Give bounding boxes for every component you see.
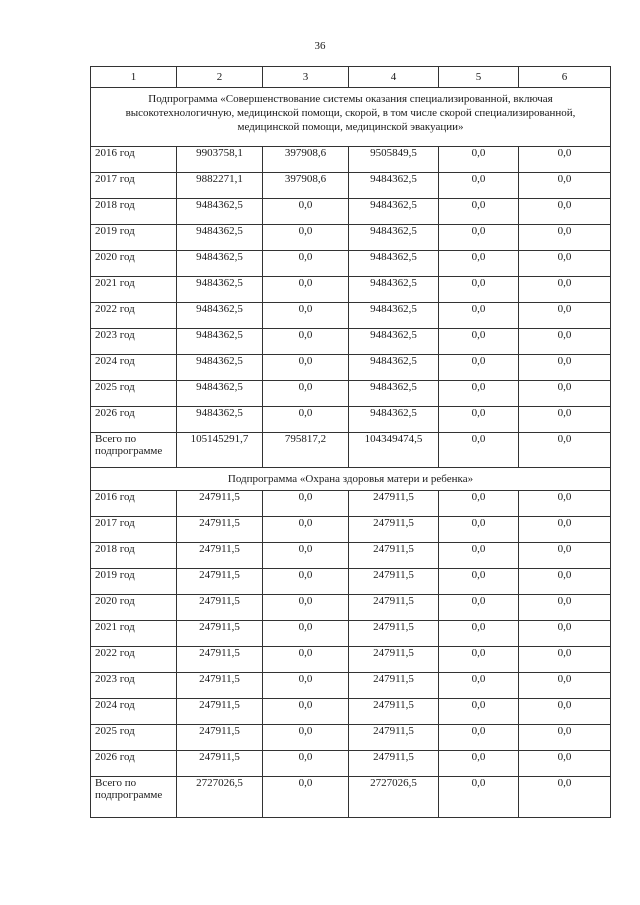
table-cell: 9484362,5	[349, 277, 439, 303]
table-cell: 0,0	[519, 225, 611, 251]
total-cell: 0,0	[439, 777, 519, 818]
table-cell: 0,0	[263, 647, 349, 673]
table-cell: 0,0	[519, 595, 611, 621]
table-row	[91, 751, 611, 777]
total-cell: 795817,2	[263, 433, 349, 468]
table-row	[91, 329, 611, 355]
table-cell: 0,0	[263, 699, 349, 725]
year-label: 2019 год	[91, 569, 177, 595]
table-cell: 9484362,5	[177, 381, 263, 407]
column-number: 6	[519, 67, 611, 88]
table-cell: 247911,5	[349, 699, 439, 725]
table-cell: 0,0	[519, 569, 611, 595]
subprogram-header-row	[91, 468, 611, 491]
year-label: 2019 год	[91, 225, 177, 251]
table-cell: 9484362,5	[349, 173, 439, 199]
table-cell: 247911,5	[177, 725, 263, 751]
year-label: 2021 год	[91, 277, 177, 303]
table-cell: 0,0	[439, 491, 519, 517]
table-cell: 247911,5	[177, 543, 263, 569]
table-cell: 0,0	[519, 355, 611, 381]
table-row	[91, 699, 611, 725]
year-label: 2017 год	[91, 173, 177, 199]
table-cell: 9484362,5	[177, 199, 263, 225]
table-row	[91, 673, 611, 699]
table-cell: 397908,6	[263, 173, 349, 199]
table-cell: 0,0	[263, 491, 349, 517]
table-cell: 0,0	[263, 355, 349, 381]
table-cell: 9484362,5	[177, 303, 263, 329]
table-row	[91, 569, 611, 595]
total-cell: 0,0	[519, 777, 611, 818]
table-cell: 0,0	[439, 173, 519, 199]
table-cell: 247911,5	[177, 491, 263, 517]
table-row	[91, 355, 611, 381]
table-cell: 247911,5	[349, 621, 439, 647]
table-row	[91, 647, 611, 673]
year-label: 2020 год	[91, 595, 177, 621]
table-cell: 0,0	[439, 199, 519, 225]
total-cell: 104349474,5	[349, 433, 439, 468]
table-cell: 0,0	[519, 277, 611, 303]
table-cell: 247911,5	[349, 543, 439, 569]
table-cell: 0,0	[263, 517, 349, 543]
table-cell: 9484362,5	[177, 225, 263, 251]
year-label: 2016 год	[91, 147, 177, 173]
table-cell: 0,0	[519, 725, 611, 751]
table-cell: 0,0	[439, 147, 519, 173]
table-cell: 397908,6	[263, 147, 349, 173]
table-row	[91, 543, 611, 569]
year-label: 2018 год	[91, 543, 177, 569]
table-cell: 0,0	[263, 329, 349, 355]
total-cell: 0,0	[439, 433, 519, 468]
table-cell: 0,0	[439, 543, 519, 569]
table-cell: 0,0	[263, 673, 349, 699]
table-cell: 0,0	[439, 407, 519, 433]
year-label: 2022 год	[91, 303, 177, 329]
table-cell: 0,0	[519, 517, 611, 543]
table-row	[91, 491, 611, 517]
subprogram-header-row	[91, 88, 611, 147]
table-cell: 0,0	[263, 543, 349, 569]
total-label	[91, 433, 177, 468]
table-cell: 0,0	[263, 251, 349, 277]
year-label: 2020 год	[91, 251, 177, 277]
table-cell: 9882271,1	[177, 173, 263, 199]
total-cell: 105145291,7	[177, 433, 263, 468]
table-cell: 247911,5	[177, 699, 263, 725]
total-label-line1: Всего по	[95, 777, 137, 789]
table-row	[91, 517, 611, 543]
table-cell: 0,0	[439, 355, 519, 381]
table-row	[91, 621, 611, 647]
column-number: 3	[263, 67, 349, 88]
table-cell: 0,0	[263, 303, 349, 329]
table-cell: 247911,5	[177, 751, 263, 777]
table-cell: 9903758,1	[177, 147, 263, 173]
table-row	[91, 147, 611, 173]
table-cell: 0,0	[263, 381, 349, 407]
table-cell: 247911,5	[349, 673, 439, 699]
table-cell: 0,0	[263, 751, 349, 777]
table-cell: 9484362,5	[177, 251, 263, 277]
total-row	[91, 433, 611, 468]
table-cell: 0,0	[519, 147, 611, 173]
table-cell: 0,0	[439, 725, 519, 751]
table-cell: 0,0	[519, 621, 611, 647]
table-cell: 0,0	[439, 517, 519, 543]
table-cell: 0,0	[263, 621, 349, 647]
table-cell: 9484362,5	[349, 407, 439, 433]
table-row	[91, 277, 611, 303]
subprogram-title: Подпрограмма «Охрана здоровья матери и ребенка»	[91, 468, 611, 491]
table-row	[91, 595, 611, 621]
table-cell: 9484362,5	[349, 381, 439, 407]
table-row	[91, 199, 611, 225]
table-cell: 247911,5	[349, 491, 439, 517]
table-cell: 0,0	[439, 277, 519, 303]
table-cell: 9505849,5	[349, 147, 439, 173]
table-cell: 0,0	[263, 725, 349, 751]
table-cell: 247911,5	[349, 595, 439, 621]
table-cell: 247911,5	[349, 569, 439, 595]
total-label-line2: подпрограмме	[95, 445, 163, 457]
total-label	[91, 777, 177, 818]
table-cell: 0,0	[439, 595, 519, 621]
table-row	[91, 725, 611, 751]
table-cell: 247911,5	[177, 673, 263, 699]
year-label: 2021 год	[91, 621, 177, 647]
table-row	[91, 173, 611, 199]
table-cell: 0,0	[519, 251, 611, 277]
table-cell: 0,0	[519, 407, 611, 433]
table-cell: 0,0	[439, 621, 519, 647]
table-cell: 0,0	[519, 699, 611, 725]
table-cell: 247911,5	[349, 647, 439, 673]
table-cell: 0,0	[439, 225, 519, 251]
table-cell: 0,0	[519, 303, 611, 329]
table-cell: 0,0	[263, 277, 349, 303]
table-cell: 0,0	[263, 407, 349, 433]
table-cell: 0,0	[519, 647, 611, 673]
subprogram-title: Подпрограмма «Совершенствование системы оказания специализированной, включая высокотехнологичную, медицинской помощи, скорой, в том числе скорой специализированной, медицинской помощи, медицинской эвакуации»	[91, 88, 611, 147]
table-row	[91, 407, 611, 433]
year-label: 2026 год	[91, 751, 177, 777]
table-cell: 9484362,5	[349, 225, 439, 251]
table-cell: 247911,5	[349, 517, 439, 543]
table-cell: 9484362,5	[349, 251, 439, 277]
total-label-line1: Всего по	[95, 433, 137, 445]
table-cell: 9484362,5	[177, 329, 263, 355]
table-row	[91, 381, 611, 407]
total-cell: 0,0	[263, 777, 349, 818]
table-cell: 0,0	[439, 699, 519, 725]
total-row	[91, 777, 611, 818]
year-label: 2024 год	[91, 355, 177, 381]
year-label: 2025 год	[91, 381, 177, 407]
page-number: 36	[314, 40, 326, 52]
year-label: 2017 год	[91, 517, 177, 543]
table-cell: 0,0	[519, 751, 611, 777]
table-cell: 9484362,5	[177, 277, 263, 303]
column-number: 5	[439, 67, 519, 88]
table-cell: 9484362,5	[177, 355, 263, 381]
table-cell: 0,0	[263, 595, 349, 621]
table-cell: 0,0	[519, 491, 611, 517]
table-cell: 0,0	[263, 569, 349, 595]
table-cell: 0,0	[439, 329, 519, 355]
table-cell: 0,0	[439, 673, 519, 699]
table-row	[91, 225, 611, 251]
column-number: 1	[91, 67, 177, 88]
table-cell: 0,0	[439, 251, 519, 277]
year-label: 2025 год	[91, 725, 177, 751]
table-cell: 0,0	[519, 381, 611, 407]
table-cell: 247911,5	[177, 569, 263, 595]
table-cell: 0,0	[439, 647, 519, 673]
budget-table	[90, 66, 611, 818]
table-cell: 0,0	[439, 751, 519, 777]
table-cell: 0,0	[519, 673, 611, 699]
year-label: 2026 год	[91, 407, 177, 433]
table-cell: 9484362,5	[349, 355, 439, 381]
table-cell: 9484362,5	[349, 329, 439, 355]
table-cell: 9484362,5	[349, 199, 439, 225]
column-number-row	[91, 67, 611, 88]
year-label: 2018 год	[91, 199, 177, 225]
total-label-line2: подпрограмме	[95, 789, 163, 801]
table-cell: 0,0	[263, 199, 349, 225]
table-cell: 0,0	[439, 569, 519, 595]
total-cell: 2727026,5	[349, 777, 439, 818]
table-cell: 0,0	[439, 381, 519, 407]
year-label: 2016 год	[91, 491, 177, 517]
total-cell: 0,0	[519, 433, 611, 468]
table-row	[91, 303, 611, 329]
budget-table-body	[91, 67, 611, 818]
column-number: 4	[349, 67, 439, 88]
table-cell: 247911,5	[177, 517, 263, 543]
table-cell: 0,0	[519, 173, 611, 199]
table-cell: 247911,5	[177, 595, 263, 621]
table-cell: 9484362,5	[349, 303, 439, 329]
table-row	[91, 251, 611, 277]
total-cell: 2727026,5	[177, 777, 263, 818]
table-cell: 9484362,5	[177, 407, 263, 433]
year-label: 2022 год	[91, 647, 177, 673]
column-number: 2	[177, 67, 263, 88]
year-label: 2023 год	[91, 673, 177, 699]
table-cell: 247911,5	[177, 621, 263, 647]
table-cell: 0,0	[263, 225, 349, 251]
table-cell: 247911,5	[349, 751, 439, 777]
table-cell: 0,0	[519, 329, 611, 355]
table-cell: 247911,5	[177, 647, 263, 673]
table-cell: 247911,5	[349, 725, 439, 751]
year-label: 2024 год	[91, 699, 177, 725]
year-label: 2023 год	[91, 329, 177, 355]
table-cell: 0,0	[439, 303, 519, 329]
table-cell: 0,0	[519, 199, 611, 225]
table-cell: 0,0	[519, 543, 611, 569]
